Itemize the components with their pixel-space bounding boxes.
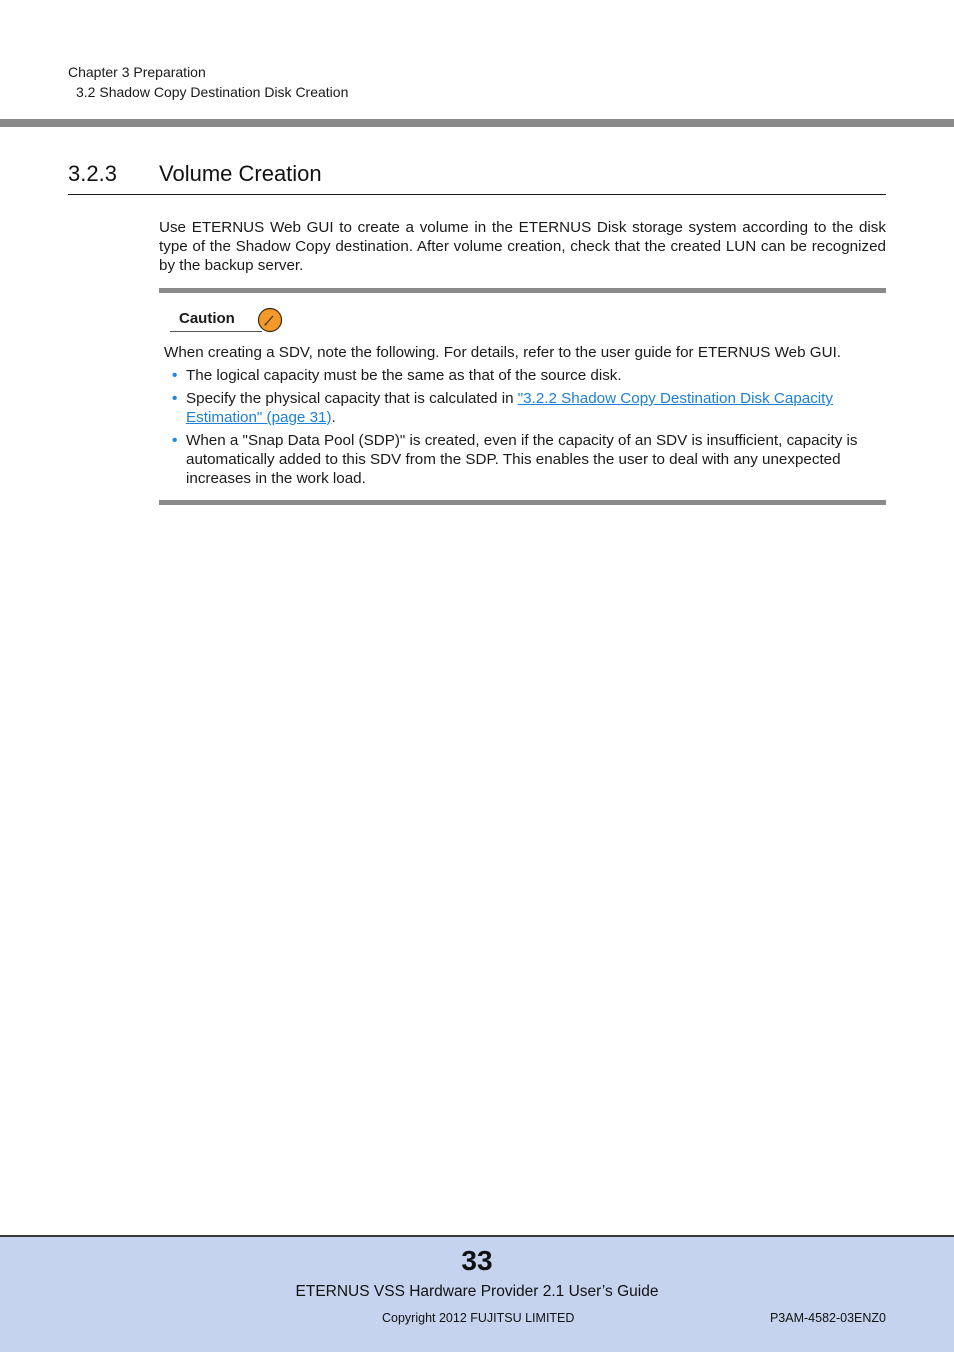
bullet-text: The logical capacity must be the same as that of the source disk. — [186, 367, 622, 384]
section-paragraph: Use ETERNUS Web GUI to create a volume in the ETERNUS Disk storage system according to the disk type of the Shadow Copy destination. After volume creation, check that the created LUN can be recognized by the backup server. — [159, 219, 886, 274]
guide-title: ETERNUS VSS Hardware Provider 2.1 User’s Guide — [295, 1283, 659, 1300]
caution-underline — [170, 331, 262, 332]
section-number: 3.2.3 — [68, 161, 117, 186]
bullet-text — [186, 389, 886, 427]
caution-bottom-bar — [159, 500, 886, 505]
caution-label: Caution — [179, 310, 235, 327]
bullet-text: When a "Snap Data Pool (SDP)" is created, even if the capacity of an SDV is insufficient, capacity is automatically added to this SDV from the SDP. This enables the user to deal with any unexpected increases in the work load. — [186, 432, 858, 487]
document-code: P3AM-4582-03ENZ0 — [769, 1311, 886, 1325]
copyright: Copyright 2012 FUJITSU LIMITED — [382, 1311, 575, 1325]
caution-top-bar — [159, 288, 886, 293]
bullet-text-after: . — [331, 409, 336, 426]
bullet-dot: • — [172, 432, 178, 449]
capacity-estimation-link[interactable]: "3.2.2 Shadow Copy Destination Disk Capacity Estimation" (page 31) — [186, 390, 833, 426]
section-title: Volume Creation — [159, 161, 322, 186]
bullet-dot: • — [172, 390, 178, 407]
page-footer — [0, 1235, 954, 1352]
section-heading — [68, 158, 886, 195]
header-divider — [0, 119, 954, 127]
caution-intro: When creating a SDV, note the following. For details, refer to the user guide for ETERNUS Web GUI. — [164, 344, 842, 361]
caution-icon — [256, 306, 284, 334]
page-number: 33 — [461, 1245, 493, 1276]
header-section: 3.2 Shadow Copy Destination Disk Creation — [76, 84, 349, 100]
header-chapter: Chapter 3 Preparation — [68, 64, 206, 80]
bullet-dot: • — [172, 367, 178, 384]
bullet-text-before: Specify the physical capacity that is calculated in — [186, 390, 518, 407]
